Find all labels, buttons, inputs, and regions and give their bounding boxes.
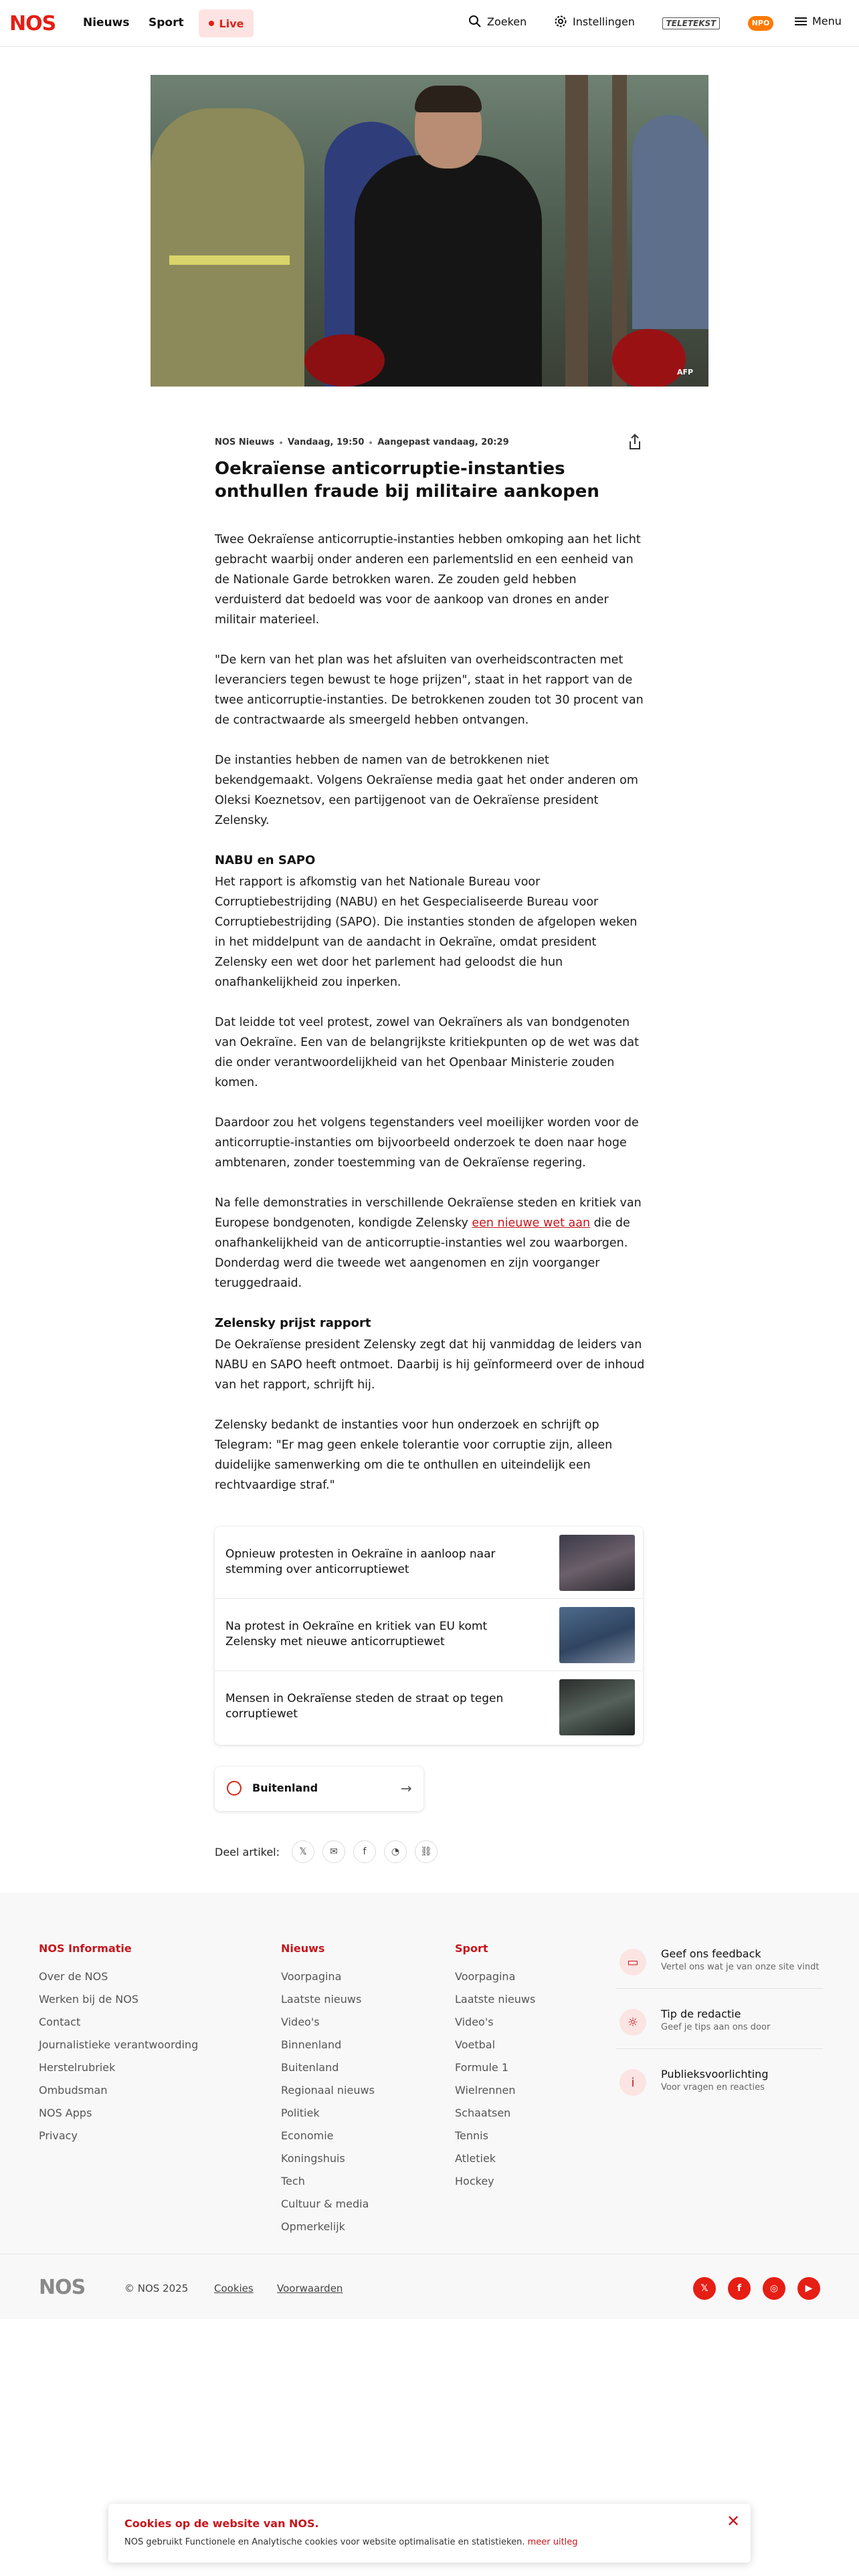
tip-title: Tip de redactie [661,2008,741,2020]
public-info-box[interactable] [615,2062,823,2109]
tip-box[interactable] [615,2002,823,2049]
article-source: NOS Nieuws [215,437,274,447]
copy-link-icon[interactable]: ⛓ [415,1840,438,1863]
instagram-icon[interactable]: ◎ [763,2277,785,2300]
site-header [0,0,859,47]
footer-link[interactable]: Tech [281,2175,305,2187]
info-icon: i [619,2069,646,2096]
cookie-title: Cookies op de website van NOS. [124,2517,319,2530]
related-title: Opnieuw protesten in Oekraïne in aanloop naar stemming over anticorruptiewet [225,1547,496,1576]
footer-link[interactable]: Ombudsman [39,2084,108,2097]
footer-link[interactable]: Video's [281,2016,320,2028]
hero-roses [612,329,686,387]
footer-link[interactable]: Hockey [455,2175,494,2187]
footer-link[interactable]: Buitenland [281,2061,339,2074]
nos-logo[interactable] [9,12,56,35]
article-subheading: Zelensky prijst rapport [215,1316,371,1330]
hero-image [151,75,708,387]
cookie-banner [108,2504,751,2563]
hero-tree [565,75,588,387]
footer-link[interactable]: Voorpagina [455,1970,516,1983]
footer-column-title: Nieuws [281,1942,325,1955]
footer-link[interactable]: Koningshuis [281,2152,345,2165]
lightbulb-icon: ☼ [619,2009,646,2036]
x-share-icon[interactable]: 𝕏 [292,1840,314,1863]
facebook-share-icon[interactable]: f [353,1840,376,1863]
article-paragraph [215,1193,646,1293]
feedback-title: Geef ons feedback [661,1947,761,1960]
footer-link[interactable]: Laatste nieuws [455,1993,536,2006]
meta-separator [369,441,372,444]
footer-logo[interactable]: NOS [39,2276,86,2299]
globe-icon [227,1781,242,1796]
footer-column-sport [455,1942,535,2193]
public-info-title: Publieksvoorlichting [661,2068,769,2080]
footer-link[interactable]: Herstelrubriek [39,2061,116,2074]
feedback-box[interactable] [615,1942,823,1989]
email-share-icon[interactable]: ✉ [322,1840,345,1863]
footer-link[interactable]: Journalistieke verantwoording [39,2038,199,2051]
article-paragraph: De instanties hebben de namen van de betrokkenen niet bekendgemaakt. Volgens Oekraïense media gaat het onder anderen om Oleksi Koeznetsov, een partijgenoot van de Oekraïense president Zelensky. [215,754,638,827]
share-bar [215,1840,438,1863]
cookie-more-link[interactable]: meer uitleg [527,2537,578,2547]
meta-separator [280,441,282,444]
hero-hair [415,86,482,112]
copyright: © NOS 2025 [124,2282,189,2294]
footer-link[interactable]: Opmerkelijk [281,2220,345,2233]
hero-person [632,115,708,329]
facebook-icon[interactable]: f [728,2277,751,2300]
footer-column-title: Sport [455,1942,488,1955]
feedback-subtitle: Vertel ons wat je van onze site vindt [661,1962,820,1972]
article-published: Vandaag, 19:50 [287,437,365,447]
footer-link[interactable]: NOS Apps [39,2107,92,2119]
footer-link[interactable]: Over de NOS [39,1970,108,1983]
footer-link[interactable]: Economie [281,2129,334,2142]
footer-link[interactable]: Cultuur & media [281,2197,369,2210]
related-article[interactable] [215,1599,643,1671]
related-article[interactable] [215,1671,643,1743]
share-icon[interactable] [627,433,643,451]
article-updated: Aangepast vandaag, 20:29 [377,437,509,447]
paragraph-text: Na felle demonstraties in verschillende Oekraïense steden en kritiek van Europese bondgenoten, kondigde Zelensky [215,1196,642,1230]
live-label: Live [219,17,244,30]
footer-link[interactable]: Privacy [39,2129,78,2142]
footer-link[interactable]: Laatste nieuws [281,1993,362,2006]
footer-link[interactable]: Regionaal nieuws [281,2084,375,2097]
hero-reflective-stripe [169,255,290,265]
logo-text: NOS [9,12,56,35]
footer-link[interactable]: Werken bij de NOS [39,1993,139,2006]
article-paragraph: Daardoor zou het volgens tegenstanders veel moeilijker worden voor de anticorruptie-instanties om bijvoorbeeld onderzoek te doen naar hoge ambtenaren, zonder toestemming van de Oekraïense regering. [215,1116,639,1170]
hero-person [151,108,304,387]
topic-buitenland[interactable] [215,1767,423,1811]
menu-label: Menu [812,15,842,27]
footer-link[interactable]: Video's [455,2016,494,2028]
article-paragraph: Twee Oekraïense anticorruptie-instanties hebben omkoping aan het licht gebracht waarbij onder anderen een parlementslid en een eenheid van de Nationale Garde betrokken waren. Ze zouden geld hebben verduisterd dat bedoeld was voor de aankoop van drones en ander militair materieel. [215,533,641,627]
search-icon [468,15,482,28]
youtube-icon[interactable]: ▶ [797,2277,820,2300]
x-icon[interactable]: 𝕏 [693,2277,716,2300]
site-footer [0,1893,859,2254]
search-button[interactable] [468,15,527,28]
related-title: Na protest in Oekraïne en kritiek van EU komt Zelensky met nieuwe anticorruptiewet [225,1620,488,1648]
footer-link[interactable]: Tennis [455,2129,488,2142]
search-label: Zoeken [487,15,527,28]
article-body [215,530,646,1515]
article-subheading: NABU en SAPO [215,853,316,867]
paragraph-text: die de onafhankelijkheid van de anticorruptie-instanties wel zou waarborgen. Donderdag werd die tweede wet aangenomen en zijn voorganger teruggedraaid. [215,1216,630,1290]
live-button[interactable] [199,9,254,37]
cookies-link[interactable]: Cookies [214,2282,254,2294]
footer-column-nieuws [281,1942,375,2238]
speech-bubble-icon: ▭ [619,1949,646,1975]
close-icon[interactable]: ✕ [727,2512,741,2531]
footer-link[interactable]: Politiek [281,2107,320,2119]
footer-link[interactable]: Voorpagina [281,1970,342,1983]
settings-button[interactable] [554,15,635,28]
tip-subtitle: Geef je tips aan ons door [661,2022,771,2032]
related-thumbnail [559,1607,635,1663]
hamburger-icon [795,16,807,27]
topic-label: Buitenland [252,1782,318,1794]
public-info-subtitle: Voor vragen en reacties [661,2082,765,2092]
related-thumbnail [559,1679,635,1735]
related-title: Mensen in Oekraïense steden de straat op tegen corruptiewet [225,1692,504,1721]
article-title: Oekraïense anticorruptie-instanties onthullen fraude bij militaire aankopen [215,459,599,502]
footer-link[interactable]: Voetbal [455,2038,496,2051]
footer-link[interactable]: Binnenland [281,2038,342,2051]
npo-logo[interactable]: NPO [748,16,773,31]
footer-link[interactable]: Wielrennen [455,2084,516,2097]
footer-link[interactable]: Formule 1 [455,2061,508,2074]
nav-nieuws[interactable]: Nieuws [83,16,130,29]
arrow-right-icon: → [401,1780,412,1796]
settings-label: Instellingen [573,15,635,28]
footer-bottom [0,2254,859,2319]
footer-link[interactable]: Contact [39,2016,81,2028]
related-thumbnail [559,1535,635,1591]
live-dot-icon [209,21,214,26]
related-articles [215,1527,643,1745]
nav-sport[interactable]: Sport [149,16,184,29]
whatsapp-share-icon[interactable]: ◔ [384,1840,407,1863]
article-paragraph: Het rapport is afkomstig van het Nationale Bureau voor Corruptiebestrijding (NABU) en het Gespecialiseerde Bureau voor Corruptiebestrijding (SAPO). Die instanties stonden de afgelopen weken in het middelpunt van de aandacht in Oekraïne, omdat president Zelensky een wet door het parlement had geloodst die hun onafhankelijkheid zou inperken. [215,875,638,989]
photo-credit: AFP [677,368,694,377]
menu-button[interactable] [795,15,842,27]
new-law-link[interactable]: een nieuwe wet aan [472,1216,591,1230]
article-paragraph: Dat leidde tot veel protest, zowel van Oekraïners als van bondgenoten van Oekraïne. Een van de belangrijkste kritiekpunten op de wet was dat die onder verantwoordelijkheid van het Openbaar Ministerie zouden komen. [215,1016,639,1089]
terms-link[interactable]: Voorwaarden [277,2282,343,2294]
article-paragraph: De Oekraïense president Zelensky zegt dat hij vanmiddag de leiders van NABU en SAPO heeft ontmoet. Daarbij is hij geïnformeerd over de inhoud van het rapport, schrijft hij. [215,1338,645,1392]
footer-link[interactable]: Atletiek [455,2152,496,2165]
article-meta [215,437,509,447]
related-article[interactable] [215,1527,643,1599]
footer-column-nos [39,1942,198,2147]
footer-column-title: NOS Informatie [39,1942,132,1955]
article-paragraph: Zelensky bedankt de instanties voor hun onderzoek en schrijft op Telegram: "Er mag geen enkele tolerantie voor corruptie zijn, alleen duidelijke samenwerking om die te onthullen en uiteindelijk een rechtvaardige straf." [215,1418,613,1492]
cookie-text-line [124,2537,578,2547]
share-label: Deel artikel: [215,1845,280,1858]
teletekst-link[interactable]: TELETEKST [662,17,720,29]
footer-link[interactable]: Schaatsen [455,2107,511,2119]
hero-roses [304,334,385,387]
article-paragraph: "De kern van het plan was het afsluiten van overheidscontracten met leveranciers tegen bewust te hoge prijzen", staat in het rapport van de twee anticorruptie-instanties. De betrokkenen zouden tot 30 procent van de contractwaarde als smeergeld hebben ontvangen. [215,653,644,727]
gear-icon [554,15,567,28]
cookie-text: NOS gebruikt Functionele en Analytische cookies voor website optimalisatie en statistieken. [124,2537,525,2547]
